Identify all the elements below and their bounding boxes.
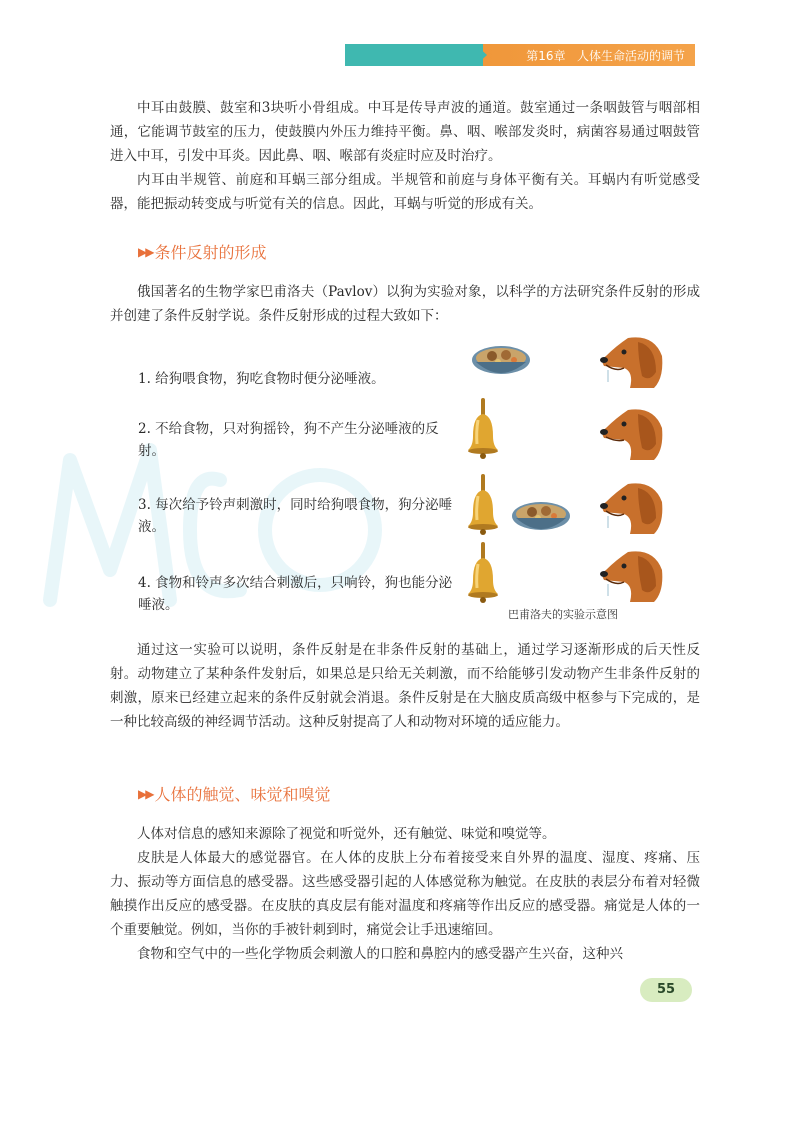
food-bowl-icon — [510, 496, 572, 542]
experiment-step-4: 4. 食物和铃声多次结合刺激后，只响铃，狗也能分泌唾液。 — [138, 575, 453, 613]
section-heading-senses — [138, 782, 330, 805]
header-teal-block — [345, 44, 485, 66]
chapter-header-band — [345, 44, 695, 66]
section-heading-text: 人体的触觉、味觉和嗅觉 — [154, 785, 331, 804]
chapter-name: 人体生命活动的调节 — [576, 49, 685, 63]
bell-icon — [466, 472, 500, 536]
section2-paragraphs — [110, 822, 700, 966]
chapter-number: 第16章 — [526, 49, 566, 63]
ear-paragraphs — [110, 96, 700, 216]
figure-caption: 巴甫洛夫的实验示意图 — [508, 608, 618, 621]
section-heading-conditioned-reflex — [138, 240, 266, 263]
dog-head-icon — [598, 332, 666, 390]
dog-head-icon — [598, 404, 666, 462]
header-arrow — [475, 44, 487, 66]
paragraph-skin: 皮肤是人体最大的感觉器官。在人体的皮肤上分布着接受来自外界的温度、湿度、疼痛、压力、振动等方面信息的感受器。这些感受器引起的人体感觉称为触觉。在皮肤的表层分布着对轻微触摸作出反应的感受器。在皮肤的真皮层有能对温度和疼痛等作出反应的感受器。痛觉是人体的一个重要触觉。例如，当你的手被针刺到时，痛觉会让手迅速缩回。 — [110, 850, 700, 938]
experiment-step-2: 2. 不给食物，只对狗摇铃，狗不产生分泌唾液的反射。 — [138, 421, 439, 459]
paragraph-pavlov-intro: 俄国著名的生物学家巴甫洛夫（Pavlov）以狗为实验对象，以科学的方法研究条件反射的形成并创建了条件反射学说。条件反射形成的过程大致如下： — [110, 284, 700, 324]
food-bowl-icon — [470, 340, 532, 386]
page-number-badge: 55 — [640, 978, 692, 1002]
paragraph-chemical: 食物和空气中的一些化学物质会刺激人的口腔和鼻腔内的感受器产生兴奋，这种兴 — [137, 946, 623, 962]
section-heading-text: 条件反射的形成 — [154, 243, 267, 262]
section1-intro — [110, 280, 700, 328]
experiment-step-3: 3. 每次给予铃声刺激时，同时给狗喂食物，狗分泌唾液。 — [138, 497, 453, 535]
double-triangle-icon: ▶▶ — [138, 786, 153, 801]
bell-icon — [466, 540, 500, 604]
dog-head-icon — [598, 478, 666, 536]
paragraph-inner-ear: 内耳由半规管、前庭和耳蜗三部分组成。半规管和前庭与身体平衡有关。耳蜗内有听觉感受器，能把振动转变成与听觉有关的信息。因此，耳蜗与听觉的形成有关。 — [110, 172, 700, 212]
paragraph-middle-ear: 中耳由鼓膜、鼓室和3块听小骨组成。中耳是传导声波的通道。鼓室通过一条咽鼓管与咽部相通，它能调节鼓室的压力，使鼓膜内外压力维持平衡。鼻、咽、喉部发炎时，病菌容易通过咽鼓管进入中耳，引发中耳炎。因此鼻、咽、喉部有炎症时应及时治疗。 — [110, 100, 700, 164]
dog-head-icon — [598, 546, 666, 604]
paragraph-conclusion: 通过这一实验可以说明，条件反射是在非条件反射的基础上，通过学习逐渐形成的后天性反射。动物建立了某种条件发射后，如果总是只给无关刺激，而不给能够引发动物产生非条件反射的刺激，原来已经建立起来的条件反射就会消退。条件反射是在大脑皮质高级中枢参与下完成的，是一种比较高级的神经调节活动。这种反射提高了人和动物对环境的适应能力。 — [110, 642, 700, 730]
experiment-step-1: 1. 给狗喂食物，狗吃食物时便分泌唾液。 — [138, 371, 385, 387]
bell-icon — [466, 396, 500, 460]
double-triangle-icon: ▶▶ — [138, 244, 153, 259]
section1-conclusion — [110, 638, 700, 734]
chapter-title — [526, 47, 685, 64]
paragraph-senses-intro: 人体对信息的感知来源除了视觉和听觉外，还有触觉、味觉和嗅觉等。 — [137, 826, 556, 842]
